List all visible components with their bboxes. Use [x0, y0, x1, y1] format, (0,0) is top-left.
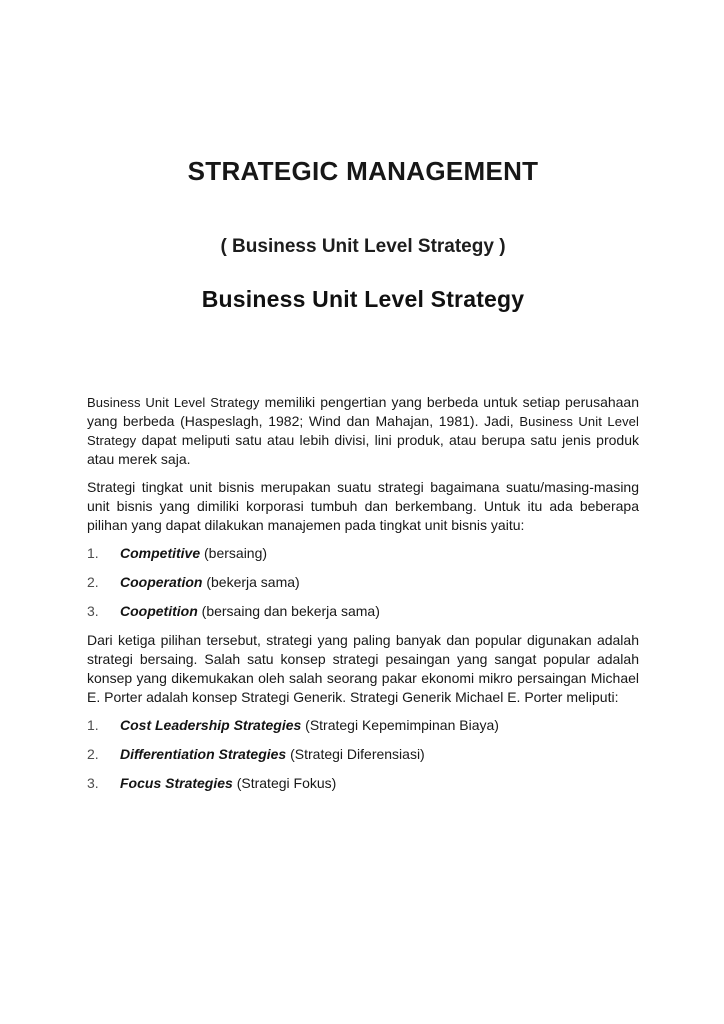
list-item-text: [120, 716, 499, 735]
document-subtitle: ( Business Unit Level Strategy ): [220, 236, 506, 257]
list-item-term: Cooperation: [120, 574, 203, 590]
list-item: [87, 573, 639, 592]
list-item-number: 2.: [87, 574, 99, 590]
list-item-number: 1.: [87, 545, 99, 561]
list-item: [87, 716, 639, 735]
list-item-text: [120, 602, 380, 621]
list-item-number: 2.: [87, 746, 99, 762]
list-item-term: Coopetition: [120, 603, 198, 619]
list-item-number: 3.: [87, 603, 99, 619]
list-item-description: (Strategi Kepemimpinan Biaya): [301, 717, 499, 733]
list-item-description: (Strategi Diferensiasi): [286, 746, 425, 762]
list-item-number: 1.: [87, 717, 99, 733]
paragraph-strategy-options: Strategi tingkat unit bisnis merupakan suatu strategi bagaimana suatu/masing-masing unit bisnis yang dimiliki korporasi tumbuh dan berkembang. Untuk itu ada beberapa pilihan yang dapat dilakukan manajemen pada tingkat unit bisnis yaitu:: [87, 479, 639, 533]
paragraph-intro-term: Business Unit Level Strategy: [87, 414, 639, 448]
document-title: STRATEGIC MANAGEMENT: [187, 156, 539, 186]
list-item-term: Differentiation Strategies: [120, 746, 287, 762]
generic-strategies-list: [87, 716, 639, 793]
list-item: [87, 745, 639, 764]
list-item: [87, 602, 639, 621]
list-item-description: (bersaing): [200, 545, 268, 561]
list-item-term: Cost Leadership Strategies: [120, 717, 302, 733]
list-item-text: [120, 745, 425, 764]
list-item-description: (bersaing dan bekerja sama): [197, 603, 380, 619]
body-copy: [87, 393, 639, 793]
list-item: [87, 544, 639, 563]
paragraph-intro: [87, 393, 639, 469]
list-item-description: (bekerja sama): [202, 574, 300, 590]
unit-business-options-list: [87, 544, 639, 621]
section-heading: Business Unit Level Strategy: [201, 286, 525, 312]
list-item: [87, 774, 639, 793]
paragraph-intro-text: memiliki pengertian yang berbeda untuk setiap perusahaan yang berbeda (Haspeslagh, 1982; Wind dan Mahajan, 1981). Jadi,: [87, 394, 639, 429]
list-item-term: Focus Strategies: [120, 775, 233, 791]
list-item-number: 3.: [87, 775, 99, 791]
paragraph-intro-text: dapat meliputi satu atau lebih divisi, lini produk, atau berupa satu jenis produk atau merek saja.: [87, 432, 639, 467]
list-item-text: [120, 774, 336, 793]
paragraph-intro-term: Business Unit Level Strategy: [87, 395, 260, 410]
document-content: [87, 0, 639, 803]
list-item-description: (Strategi Fokus): [232, 775, 337, 791]
list-item-term: Competitive: [120, 545, 201, 561]
paragraph-generic-strategy: Dari ketiga pilihan tersebut, strategi yang paling banyak dan popular digunakan adalah strategi bersaing. Salah satu konsep strategi pesaingan yang sangat popular adalah konsep yang dikemukakan oleh salah seorang pakar ekonomi mikro persaingan Michael E. Porter adalah konsep Strategi Generik. Strategi Generik Michael E. Porter meliputi:: [87, 632, 639, 705]
list-item-text: [120, 573, 300, 592]
list-item-text: [120, 544, 267, 563]
